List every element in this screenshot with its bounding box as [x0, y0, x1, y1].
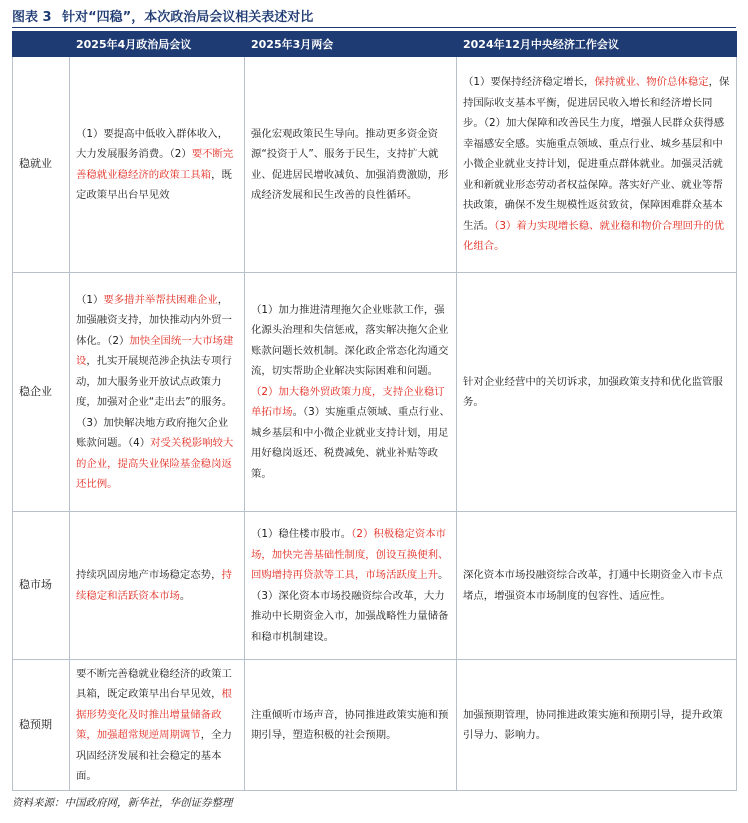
cell-text: 加强预期管理，协同推进政策实施和预期引导，提升政策引导力、影响力。 — [463, 708, 723, 741]
header-cell-december-cewc: 2024年12月中央经济工作会议 — [457, 32, 737, 57]
highlighted-text: 要不断完善稳就业稳经济的政策工具箱 — [76, 148, 234, 181]
title-divider — [12, 27, 736, 28]
cell-text: ，全力巩固经济发展和社会稳定的基本面。 — [76, 729, 232, 782]
figure-title — [12, 6, 319, 26]
header-cell-march-two-sessions: 2025年3月两会 — [245, 32, 457, 57]
table-row — [13, 273, 737, 512]
comparison-table — [12, 31, 737, 791]
cell-text: 。（3）深化资本市场投融资综合改革，大力推动中长期资金入市，加强战略性力量储备和稳市机制建设。 — [251, 569, 449, 643]
cell-text: ，保持国际收支基本平衡，促进居民收入增长和经济增长同步。（2）加大保障和改善民生力度，增强人民群众获得感幸福感安全感。实施重点领域、重点行业、城乡基层和中小微企业就业支持计划，促进重点群体就业。加强灵活就业和新就业形态劳动者权益保障。落实好产业、就业等帮扶政策，确保不发生规模性返贫致贫，保障困难群众基本生活。 — [463, 76, 730, 232]
highlighted-text: 保持就业、物价总体稳定 — [594, 76, 709, 89]
cell-text: 。 — [179, 589, 191, 602]
cell-text: 强化宏观政策民生导向。推动更多资金资源“投资于人”、服务于民生，支持扩大就业、促进居民增收减负、加强消费激励，形成经济发展和民生改善的良性循环。 — [251, 127, 449, 201]
table-row — [13, 512, 737, 660]
table-cell — [245, 660, 457, 791]
table-cell — [70, 57, 245, 273]
header-cell-blank — [13, 32, 70, 57]
table-cell — [245, 512, 457, 660]
table-row — [13, 57, 737, 273]
figure-title-text: 针对“四稳”，本次政治局会议相关表述对比 — [62, 10, 314, 25]
cell-text: （1）要保持经济稳定增长， — [463, 76, 595, 89]
row-label: 稳就业 — [13, 57, 70, 273]
table-cell — [457, 512, 737, 660]
highlighted-text: 对受关税影响较大的企业，提高失业保险基金稳岗返还比例。 — [76, 437, 234, 490]
table-cell — [457, 660, 737, 791]
highlighted-text: 要多措并举帮扶困难企业 — [103, 293, 218, 306]
cell-text: （1）稳住楼市股市。 — [251, 528, 352, 540]
cell-text: 深化资本市场投融资综合改革，打通中长期资金入市卡点堵点，增强资本市场制度的包容性、适应性。 — [463, 569, 723, 602]
highlighted-text: （2）积极稳定资本市场，加快完善基础性制度，创设互换便利、回购增持再贷款等工具，市场活跃度上升 — [251, 528, 449, 581]
cell-text: （1） — [76, 293, 104, 306]
cell-text: 注重倾听市场声音，协同推进政策实施和预期引导，塑造积极的社会预期。 — [251, 708, 449, 741]
table-cell — [457, 273, 737, 512]
figure-label: 图表 3 — [12, 10, 52, 25]
highlighted-text: （2）加大稳外贸政策力度，支持企业稳订单拓市场 — [251, 385, 445, 419]
table-cell — [70, 512, 245, 660]
cell-text: 。（3）实施重点领域、重点行业、城乡基层和中小微企业就业支持计划，用足用好稳岗返还、税费减免、就业补贴等政策。 — [251, 406, 450, 480]
table-cell — [70, 273, 245, 512]
cell-text: ，扎实开展规范涉企执法专项行动，加大服务业开放试点政策力度，加强对企业“走出去”的服务。（3）加快解决地方政府拖欠企业账款问题。（4） — [76, 355, 233, 449]
cell-text: （1）加力推进清理拖欠企业账款工作，强化源头治理和失信惩戒，落实解决拖欠企业账款问题长效机制。深化政企常态化沟通交流，切实帮助企业解决实际困难和问题。 — [251, 303, 449, 378]
highlighted-text: 加快全国统一大市场建设 — [76, 334, 234, 367]
cell-text: ，加强融资支持，加快推动内外贸一体化。（2） — [76, 293, 232, 347]
cell-text: 持续巩固房地产市场稳定态势， — [76, 569, 222, 581]
cell-text: 要不断完善稳就业稳经济的政策工具箱，既定政策早出台早见效， — [76, 667, 232, 700]
table-cell — [245, 57, 457, 273]
table-row — [13, 660, 737, 791]
source-note: 资料来源：中国政府网，新华社，华创证券整理 — [12, 797, 233, 809]
cell-text: 针对企业经营中的关切诉求，加强政策支持和优化监管服务。 — [463, 375, 723, 408]
table-cell — [70, 660, 245, 791]
cell-text: ，既定政策早出台早见效 — [76, 168, 232, 201]
highlighted-text: 持续稳定和活跃资本市场 — [76, 569, 232, 602]
row-label: 稳市场 — [13, 512, 70, 660]
row-label: 稳企业 — [13, 273, 70, 512]
table-header-row — [13, 32, 737, 57]
cell-text: （1）要提高中低收入群体收入，大力发展服务消费。（2） — [76, 127, 229, 160]
highlighted-text: （3）着力实现增长稳、就业稳和物价合理回升的优化组合。 — [463, 219, 725, 253]
highlighted-text: 根据形势变化及时推出增量储备政策，加强超常规逆周期调节 — [76, 688, 232, 741]
row-label: 稳预期 — [13, 660, 70, 791]
table-cell — [245, 273, 457, 512]
header-cell-april-politburo: 2025年4月政治局会议 — [70, 32, 245, 57]
table-cell — [457, 57, 737, 273]
